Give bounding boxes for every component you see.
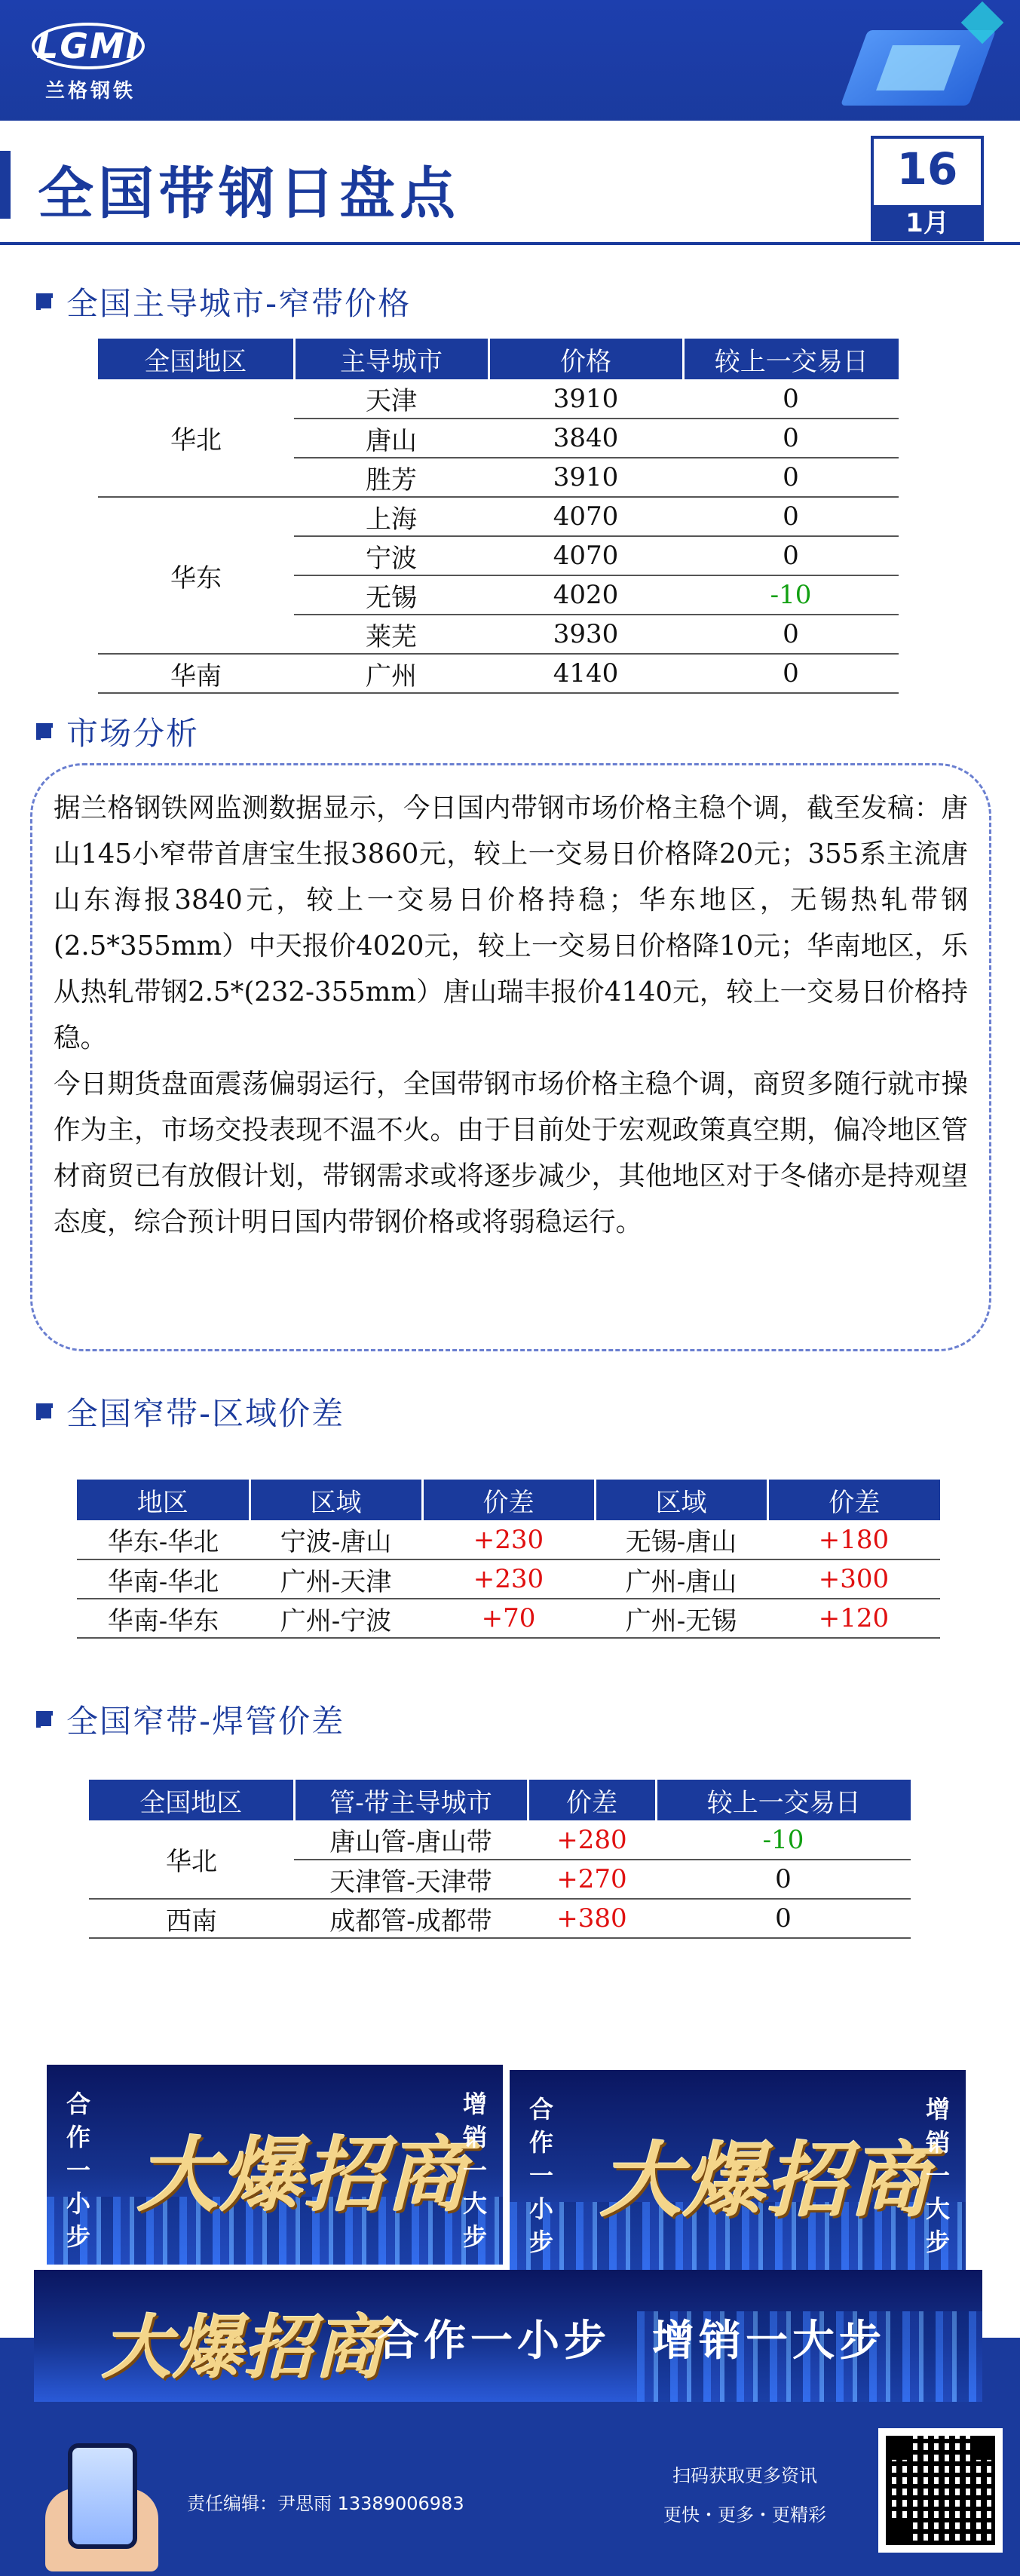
editor-info: 责任编辑：尹思雨 13389006983 <box>187 2493 464 2514</box>
phone-icon <box>68 2443 137 2549</box>
city-cell: 广州 <box>294 654 489 693</box>
ad-banner-right[interactable] <box>510 2070 966 2270</box>
table-row: 华南-华东 广州-宁波 +70 广州-无锡 +120 <box>77 1599 940 1638</box>
price-cell: 4070 <box>489 536 683 575</box>
price-cell: 3840 <box>489 419 683 458</box>
col-header: 全国地区 <box>98 339 294 379</box>
analysis-paragraph-1: 据兰格钢铁网监测数据显示，今日国内带钢市场价格主稳个调，截至发稿：唐山145小窄带首唐宝生报3860元，较上一交易日价格降20元；355系主流唐山东海报3840元，较上一交易日价格持稳；华东地区，无锡热轧带钢(2.5*355mm）中天报价4020元，较上一交易日价格降10元；华南地区，乐从热轧带钢2.5*(232-355mm）唐山瑞丰报价4140元，较上一交易日价格持稳。 <box>54 793 968 1053</box>
header-band <box>0 0 1020 136</box>
page-title: 全国带钢日盘点 <box>38 161 460 226</box>
region-cell: 华北 <box>89 1820 294 1899</box>
table-row: 华南-华北 广州-天津 +230 广州-唐山 +300 <box>77 1559 940 1599</box>
city-cell: 莱芜 <box>294 615 489 654</box>
ad-banner-left[interactable] <box>47 2065 503 2265</box>
logo-cn: 兰格钢铁 <box>45 80 136 103</box>
banner-big-text: 大爆招商 <box>137 2128 470 2223</box>
header-illustration <box>809 0 1005 136</box>
price-cell: 4020 <box>489 575 683 615</box>
pipe-spread-table <box>89 1780 911 1939</box>
price-cell: 3930 <box>489 615 683 654</box>
table-row: 天津管-天津带 +270 0 <box>89 1860 911 1899</box>
region-cell: 华北 <box>98 379 294 497</box>
banner-slogan-1: 合作一小步 <box>377 2317 611 2366</box>
region-cell: 西南 <box>89 1899 294 1938</box>
change-cell: 0 <box>683 654 899 693</box>
city-cell: 无锡 <box>294 575 489 615</box>
col-header: 主导城市 <box>294 339 489 379</box>
city-cell: 上海 <box>294 497 489 536</box>
col-header: 管-带主导城市 <box>294 1780 528 1820</box>
section-heading-regional-spread: 全国窄带-区域价差 <box>36 1389 345 1434</box>
city-cell: 宁波 <box>294 536 489 575</box>
col-header: 区域 <box>250 1480 422 1520</box>
date-badge <box>871 136 984 241</box>
section-heading-narrow-price: 全国主导城市-窄带价格 <box>36 279 411 324</box>
footer <box>0 2338 1020 2576</box>
col-header: 较上一交易日 <box>656 1780 911 1820</box>
table-row <box>98 379 899 419</box>
region-cell: 华东 <box>98 497 294 654</box>
table-row: 西南 成都管-成都带 +380 0 <box>89 1899 911 1938</box>
section-heading-analysis: 市场分析 <box>36 709 199 754</box>
banner-right-vertical: 增销一大步 <box>925 2095 950 2256</box>
table-row: 华北 唐山管-唐山带 +280 -10 <box>89 1820 911 1860</box>
qr-code[interactable] <box>878 2428 1003 2553</box>
col-header: 地区 <box>77 1480 250 1520</box>
title-stripe <box>0 151 11 219</box>
city-cell: 天津 <box>294 379 489 419</box>
checkbox-icon <box>36 293 53 310</box>
banner-right-vertical: 增销一大步 <box>462 2090 487 2251</box>
change-cell: -10 <box>683 575 899 615</box>
date-day: 16 <box>896 143 958 195</box>
market-analysis-box <box>30 763 991 1351</box>
price-cell: 3910 <box>489 379 683 419</box>
col-header: 价差 <box>422 1480 595 1520</box>
banner-slogan-2: 增销一大步 <box>652 2317 886 2366</box>
city-cell: 胜芳 <box>294 458 489 497</box>
table-row: 华东-华北 宁波-唐山 +230 无锡-唐山 +180 <box>77 1520 940 1559</box>
section-heading-pipe-spread: 全国窄带-焊管价差 <box>36 1697 345 1742</box>
banner-big-text: 大爆招商 <box>600 2133 933 2228</box>
price-cell: 4140 <box>489 654 683 693</box>
col-header: 价差 <box>767 1480 940 1520</box>
scan-text: 扫码获取更多资讯 更快・更多・更精彩 <box>663 2465 826 2525</box>
date-month: 1月 <box>874 205 981 241</box>
analysis-paragraph-2: 今日期货盘面震荡偏弱运行，全国带钢市场价格主稳个调，商贸多随行就市操作为主，市场交投表现不温不火。由于目前处于宏观政策真空期，偏冷地区管材商贸已有放假计划，带钢需求或将逐步减少，其他地区对于冬储亦是持观望态度，综合预计明日国内带钢价格或将弱稳运行。 <box>54 1069 968 1237</box>
change-cell: 0 <box>683 536 899 575</box>
col-header: 较上一交易日 <box>683 339 899 379</box>
city-cell: 唐山 <box>294 419 489 458</box>
narrow-price-table <box>98 339 899 694</box>
change-cell: 0 <box>683 615 899 654</box>
banner-big-text: 大爆招商 <box>102 2307 386 2388</box>
regional-spread-table <box>77 1480 940 1639</box>
col-header: 价格 <box>489 339 683 379</box>
change-cell: 0 <box>683 458 899 497</box>
change-cell: 0 <box>683 497 899 536</box>
banner-left-vertical: 合作一小步 <box>66 2090 90 2251</box>
col-header: 全国地区 <box>89 1780 294 1820</box>
col-header: 价差 <box>528 1780 656 1820</box>
checkbox-icon <box>36 723 53 740</box>
checkbox-icon <box>36 1403 53 1420</box>
change-cell: 0 <box>683 379 899 419</box>
change-cell: 0 <box>683 419 899 458</box>
checkbox-icon <box>36 1711 53 1728</box>
title-bar <box>0 121 1020 245</box>
logo-mark: LGMI <box>32 23 145 69</box>
banner-left-vertical: 合作一小步 <box>528 2095 553 2256</box>
region-cell: 华南 <box>98 654 294 693</box>
price-cell: 3910 <box>489 458 683 497</box>
price-cell: 4070 <box>489 497 683 536</box>
col-header: 区域 <box>595 1480 767 1520</box>
brand-logo[interactable] <box>32 23 145 103</box>
table-row <box>98 497 899 536</box>
table-row <box>98 654 899 693</box>
